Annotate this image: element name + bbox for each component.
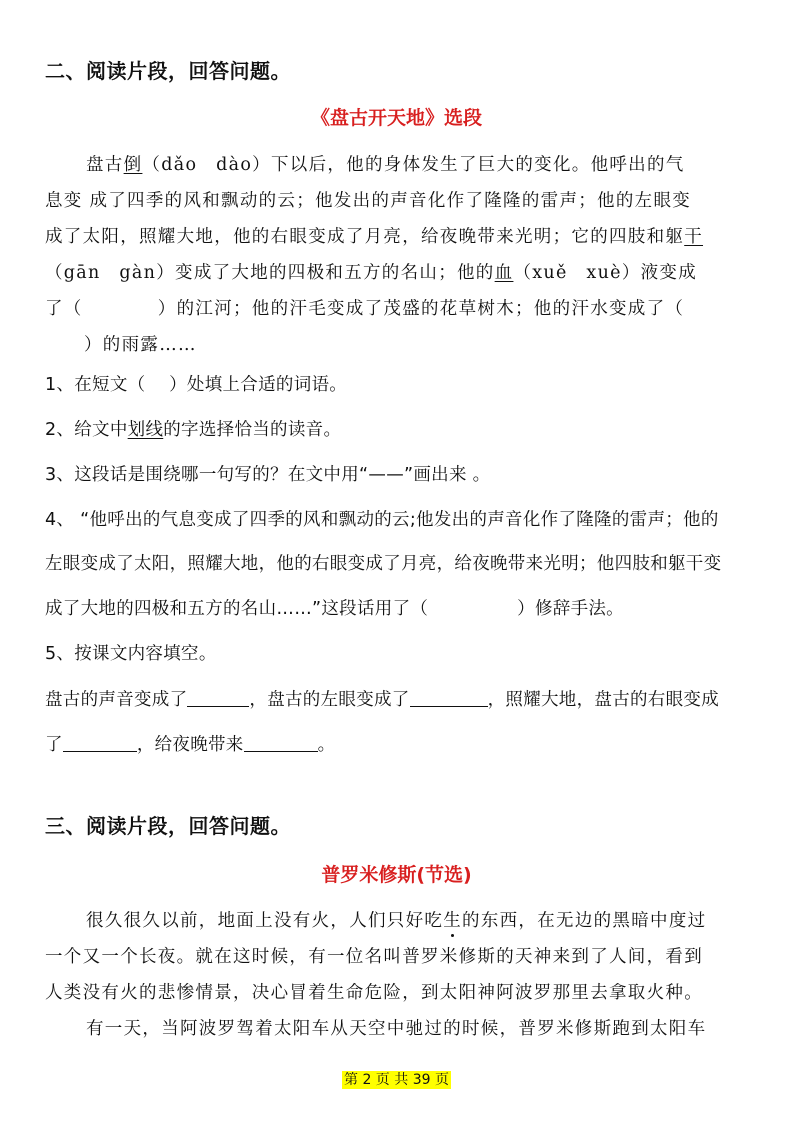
fill-text: ，照耀大地，盘古的右眼变成 bbox=[487, 690, 720, 710]
fill-text: ，盘古的左眼变成了 bbox=[249, 690, 410, 710]
passage-line-4 bbox=[45, 259, 697, 284]
passage-line-2: 息变 成了四季的风和飘动的云；他发出的声音化作了隆隆的雷声；他的左眼变 bbox=[45, 191, 692, 211]
passage-text: 的东西，在无边的黑暗中度过 bbox=[462, 911, 707, 931]
passage3-line-4: 有一天，当阿波罗驾着太阳车从天空中驰过的时候，普罗米修斯跑到太阳车 bbox=[86, 1019, 707, 1039]
fill-text: 。 bbox=[317, 735, 336, 755]
fill-blank-line-2 bbox=[45, 731, 335, 756]
answer-blank[interactable] bbox=[410, 688, 488, 707]
passage3-line-1 bbox=[86, 907, 706, 932]
question-4-line-3: 成了大地的四极和五方的名山……”这段话用了（ ）修辞手法。 bbox=[45, 599, 624, 619]
question-5: 5、按课文内容填空。 bbox=[45, 644, 217, 664]
fill-text: 盘古的声音变成了 bbox=[45, 690, 188, 710]
answer-blank[interactable] bbox=[187, 688, 249, 707]
underlined-char-dao: 倒 bbox=[123, 155, 143, 175]
passage-line-6: ）的雨露…… bbox=[84, 335, 197, 355]
passage-text: 很久很久以前，地面上没有火，人们只好吃 bbox=[86, 911, 444, 931]
underlined-char-gan: 干 bbox=[684, 227, 704, 247]
question-3: 3、这段话是围绕哪一句写的？在文中用“——”画出来 。 bbox=[45, 465, 491, 485]
question-text: 2、给文中 bbox=[45, 420, 128, 440]
page-number-label: 第 2 页 共 39 页 bbox=[344, 1072, 449, 1088]
page-footer bbox=[0, 1069, 793, 1089]
passage3-line-2: 一个又一个长夜。就在这时候，有一位名叫普罗米修斯的天神来到了人间，看到 bbox=[45, 947, 703, 967]
section2-heading: 二、阅读片段，回答问题。 bbox=[45, 59, 291, 83]
passage-line-5: 了（ ）的江河；他的汗毛变成了茂盛的花草树木；他的汗水变成了（ bbox=[45, 299, 685, 319]
question-text: 的字选择恰当的读音。 bbox=[163, 420, 342, 440]
fill-blank-line-1 bbox=[45, 686, 719, 711]
fill-text: 了 bbox=[45, 735, 63, 755]
passage3-line-3: 人类没有火的悲惨情景，决心冒着生命危险，到太阳神阿波罗那里去拿取火种。 bbox=[45, 983, 703, 1003]
passage-text: （xuě xuè）液变成 bbox=[513, 263, 698, 283]
passage-line-3 bbox=[45, 223, 703, 248]
section2-title: 《盘古开天地》选段 bbox=[310, 107, 482, 129]
fill-text: ，给夜晚带来 bbox=[136, 735, 244, 755]
passage-text: 盘古 bbox=[86, 155, 124, 175]
section3-heading: 三、阅读片段，回答问题。 bbox=[45, 814, 291, 838]
underlined-char-xue: 血 bbox=[494, 263, 514, 283]
passage-text: （gān gàn）变成了大地的四极和五方的名山；他的 bbox=[45, 263, 495, 283]
passage-text: 成了太阳，照耀大地，他的右眼变成了月亮，给夜晚带来光明；它的四肢和躯 bbox=[45, 227, 685, 247]
answer-blank[interactable] bbox=[244, 733, 318, 752]
question-2 bbox=[45, 416, 341, 441]
passage-text: （dǎo dào）下以后，他的身体发生了巨大的变化。他呼出的气 bbox=[142, 155, 685, 175]
passage-line-1 bbox=[86, 151, 685, 176]
question-1: 1、在短文（ ）处填上合适的词语。 bbox=[45, 375, 348, 395]
underlined-word: 划线 bbox=[127, 420, 164, 440]
question-4-line-1: 4、 “他呼出的气息变成了四季的风和飘动的云;他发出的声音化作了隆隆的雷声；他的 bbox=[45, 510, 719, 530]
dotted-char-sheng: 生 bbox=[443, 911, 463, 931]
answer-blank[interactable] bbox=[63, 733, 137, 752]
question-4-line-2: 左眼变成了太阳，照耀大地，他的右眼变成了月亮，给夜晚带来光明；他四肢和躯干变 bbox=[45, 554, 722, 574]
section3-title: 普罗米修斯(节选) bbox=[321, 864, 472, 886]
